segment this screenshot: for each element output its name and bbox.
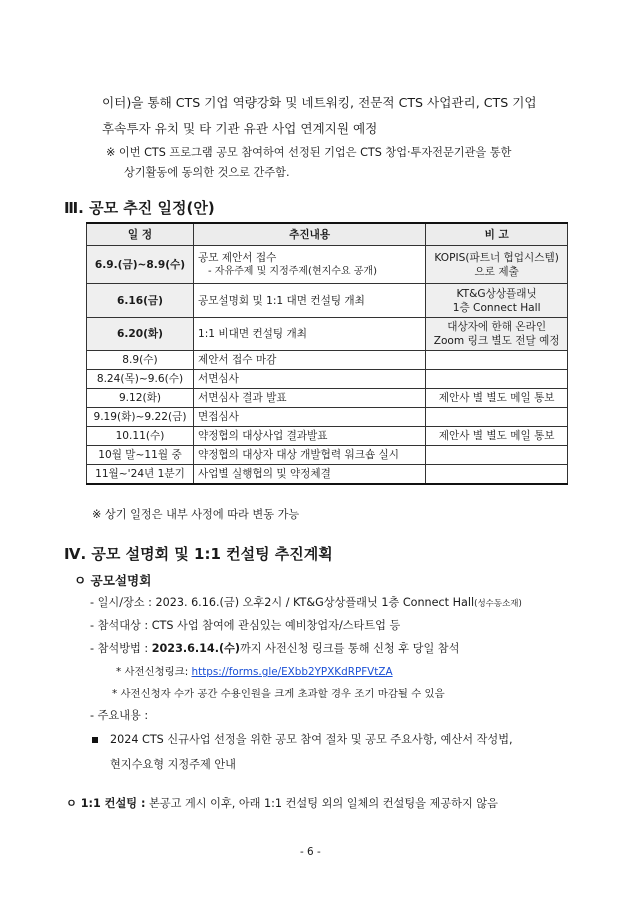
schedule-header-row (87, 223, 568, 246)
intro-line-1: 이터)을 통해 CTS 기업 역량강화 및 네트워킹, 전문적 CTS 사업관리, CTS 기업 (102, 95, 537, 110)
table-row (87, 465, 568, 484)
section-4-title: Ⅳ. 공모 설명회 및 1:1 컨설팅 추진계획 (64, 545, 333, 563)
row-date: 8.24(목)~9.6(수) (87, 370, 194, 389)
row-content: 서면심사 (193, 370, 425, 389)
registration-link-line (116, 663, 393, 678)
table-row (87, 318, 568, 351)
row-note-sub: 1층 Connect Hall (452, 301, 541, 314)
row-content-sub: - 자유주제 및 지정주제(현지수요 공개) (207, 265, 377, 277)
row-note (426, 446, 568, 465)
row-note (426, 318, 568, 351)
briefing-target: - 참석대상 : CTS 사업 참여에 관심있는 예비창업자/스타트업 등 (90, 619, 401, 632)
datetime-location-note: (성수동소재) (474, 599, 522, 609)
row-note (426, 351, 568, 370)
row-content: 제안서 접수 마감 (193, 351, 425, 370)
row-date: 6.16(금) (87, 284, 194, 318)
registration-link-label: * 사전신청링크: (116, 666, 192, 678)
row-content: 약정협의 대상사업 결과발표 (193, 427, 425, 446)
intro-line-2: 후속투자 유치 및 타 기관 유관 사업 연계지원 예정 (102, 121, 378, 136)
row-date: 11월~'24년 1분기 (87, 465, 194, 484)
briefing-content-label: - 주요내용 : (90, 709, 149, 722)
row-note-main: KOPIS(파트너 협업시스템) (434, 251, 559, 264)
datetime-value: 2023. 6.16.(금) 오후2시 / KT&G상상플래닛 1층 Connect Hall (155, 596, 475, 609)
row-content: 사업별 실행협의 및 약정체결 (193, 465, 425, 484)
table-row (87, 389, 568, 408)
header-note: 비 고 (426, 223, 568, 246)
method-deadline: 2023.6.14.(수) (151, 642, 240, 655)
intro-note-2: 상기활동에 동의한 것으로 간주함. (124, 166, 290, 179)
row-note (426, 246, 568, 284)
row-note-main: KT&G상상플래닛 (456, 287, 537, 300)
row-note-main: 대상자에 한해 온라인 (447, 321, 547, 333)
schedule-footnote: ※ 상기 일정은 내부 사정에 따라 변동 가능 (92, 508, 300, 521)
briefing-content-line-2: 현지수요형 지정주제 안내 (110, 758, 236, 771)
section-3-title: Ⅲ. 공모 추진 일정(안) (64, 199, 215, 217)
row-date: 10월 말~11월 중 (87, 446, 194, 465)
header-content: 추진내용 (193, 223, 425, 246)
intro-note-1: ※ 이번 CTS 프로그램 공모 참여하여 선정된 기업은 CTS 창업·투자전문기관을 통한 (106, 146, 512, 159)
row-date: 8.9(수) (87, 351, 194, 370)
header-date: 일 정 (87, 223, 194, 246)
row-content (193, 246, 425, 284)
table-row (87, 370, 568, 389)
row-date: 6.20(화) (87, 318, 194, 351)
method-rest: 까지 사전신청 링크를 통해 신청 후 당일 참석 (240, 642, 460, 655)
page-number: - 6 - (300, 846, 321, 858)
method-label: - 참석방법 : (90, 642, 152, 655)
schedule-table (86, 222, 568, 485)
row-content: 면접심사 (193, 408, 425, 427)
table-row (87, 427, 568, 446)
content-line-1-text: 2024 CTS 신규사업 선정을 위한 공모 참여 절차 및 공모 주요사항, 예산서 작성법, (110, 733, 513, 746)
table-row (87, 408, 568, 427)
row-note-sub: 으로 제출 (474, 265, 519, 278)
datetime-label: - 일시/장소 : (90, 596, 156, 609)
row-content: 약정협의 대상자 대상 개발협력 워크숍 실시 (193, 446, 425, 465)
briefing-content-line-1 (92, 731, 513, 747)
table-row (87, 351, 568, 370)
row-note (426, 408, 568, 427)
row-note: 제안사 별 별도 메일 통보 (426, 427, 568, 446)
row-content: 공모설명회 및 1:1 대면 컨설팅 개최 (193, 284, 425, 318)
briefing-subtitle: ㅇ 공모설명회 (74, 573, 152, 588)
row-content-main: 공모 제안서 접수 (197, 251, 277, 264)
row-content: 서면심사 결과 발표 (193, 389, 425, 408)
square-bullet-icon (92, 737, 98, 743)
row-note-sub: Zoom 링크 별도 전달 예정 (433, 335, 560, 347)
consulting-line (66, 795, 498, 811)
row-date: 10.11(수) (87, 427, 194, 446)
row-note: 제안사 별 별도 메일 통보 (426, 389, 568, 408)
row-content: 1:1 비대면 컨설팅 개최 (193, 318, 425, 351)
briefing-datetime (90, 594, 522, 610)
row-note (426, 284, 568, 318)
registration-note: * 사전신청자 수가 공간 수용인원을 크게 초과할 경우 조기 마감될 수 있음 (112, 688, 445, 700)
registration-link[interactable]: https://forms.gle/EXbb2YPXKdRPFVtZA (191, 666, 393, 678)
row-date: 9.19(화)~9.22(금) (87, 408, 194, 427)
row-note (426, 465, 568, 484)
row-date: 9.12(화) (87, 389, 194, 408)
table-row (87, 246, 568, 284)
briefing-method (90, 640, 459, 656)
row-note (426, 370, 568, 389)
consulting-text: 본공고 게시 이후, 아래 1:1 컨설팅 외의 일체의 컨설팅을 제공하지 않음 (149, 797, 498, 810)
consulting-label: ㅇ 1:1 컨설팅 : (66, 797, 146, 810)
table-row (87, 284, 568, 318)
row-date: 6.9.(금)~8.9(수) (87, 246, 194, 284)
table-row (87, 446, 568, 465)
